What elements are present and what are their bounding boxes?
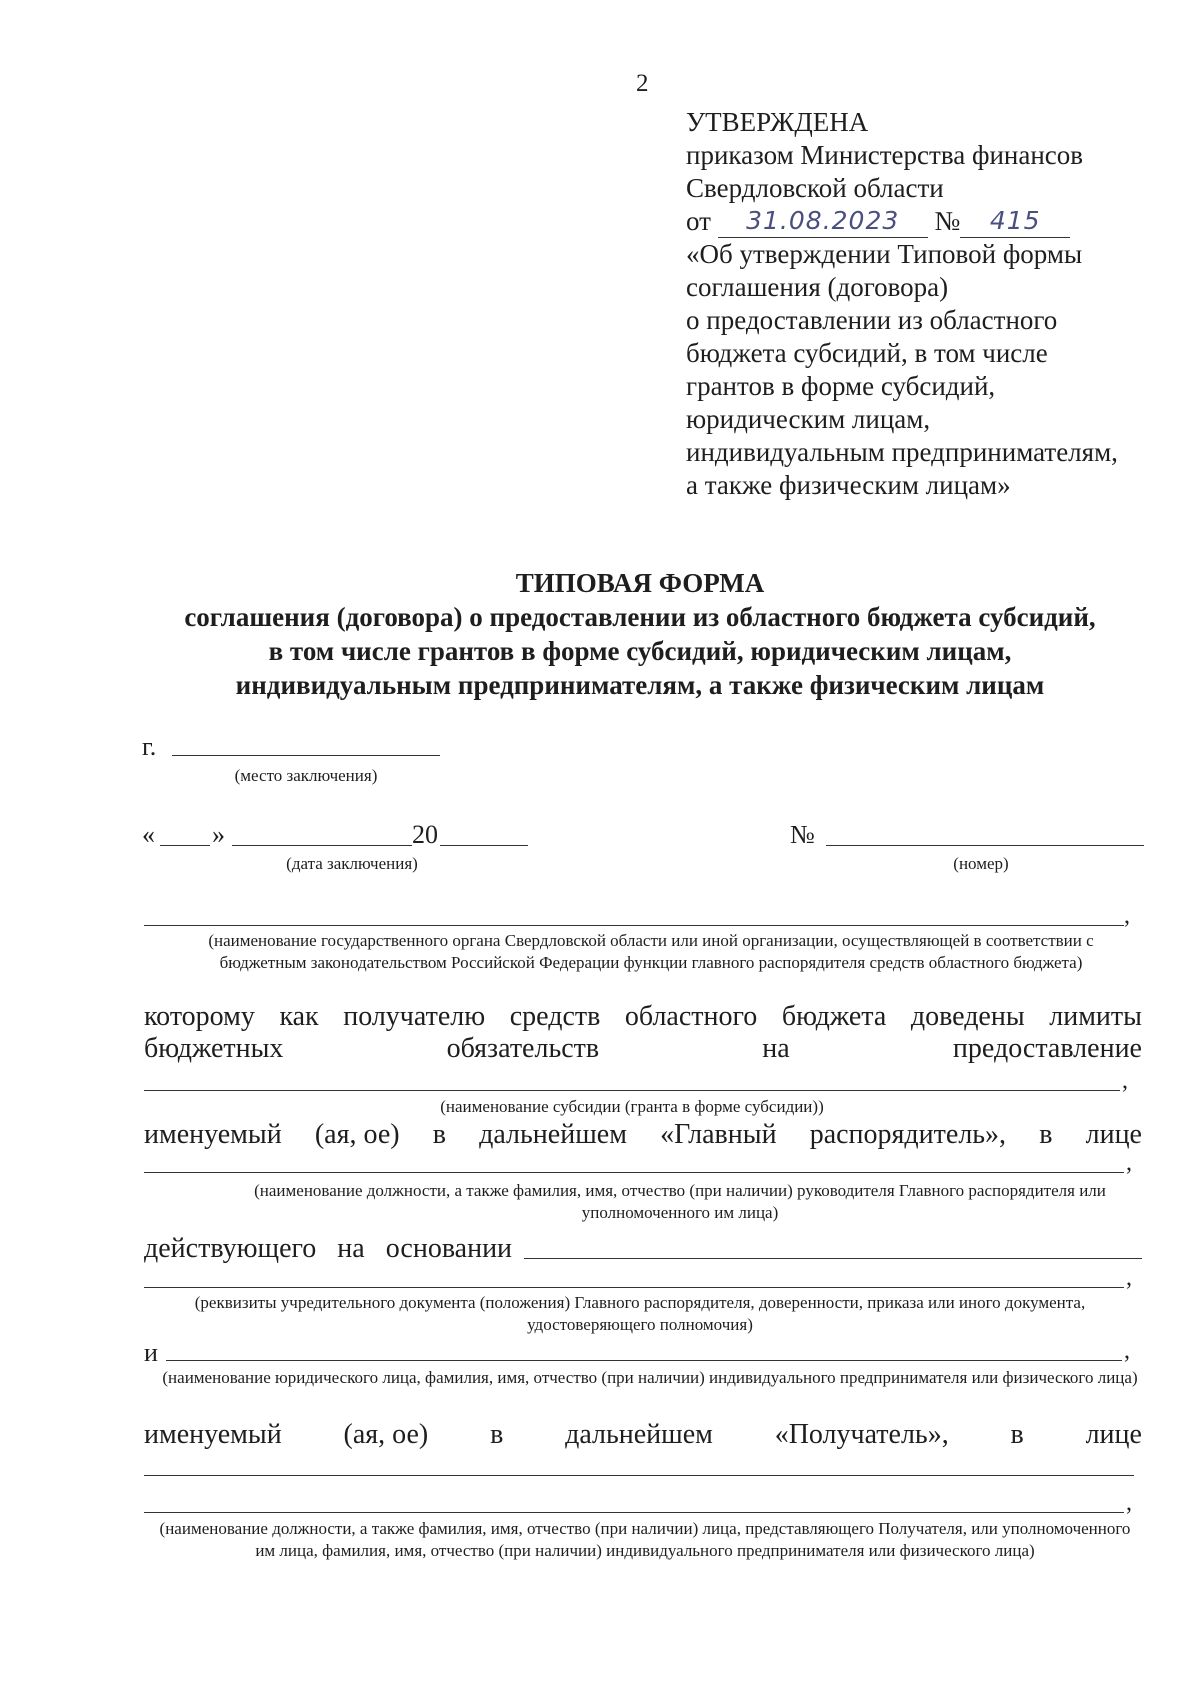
form-subtitle-line: в том числе грантов в форме субсидий, юридическим лицам, [268, 636, 1012, 666]
approval-subject: а также физическим лицам» [686, 470, 1011, 500]
word: в [1010, 1419, 1024, 1450]
limits-text-line [144, 1001, 1142, 1033]
approval-block [686, 106, 1118, 502]
number-field [960, 206, 1070, 238]
page-number: 2 [636, 70, 649, 97]
subsidy-caption: (наименование субсидии (гранта в форме субсидии)) [440, 1097, 824, 1116]
word: в [490, 1419, 504, 1450]
month-field[interactable] [232, 845, 412, 846]
word: обязательств [446, 1033, 600, 1064]
recipient-rep-caption: (наименование должности, а также фамилия, имя, отчество (при наличии) лица, представляющего Получателя, или уполномоченного им лица, фамилия, имя, отчество (при наличии) индивидуального предпринимателя или физического лица) [159, 1519, 1131, 1560]
word: на [337, 1233, 365, 1264]
day-field[interactable] [160, 845, 210, 846]
word: получателю [343, 1001, 486, 1032]
agreement-number-field[interactable] [826, 845, 1144, 846]
approval-date-line [686, 205, 1118, 238]
form-subtitle-line: индивидуальным предпринимателям, а также физическим лицам [235, 670, 1045, 700]
form-subtitle-line: соглашения (договора) о предоставлении из областного бюджета субсидий, [184, 602, 1096, 632]
word: действующего [144, 1233, 317, 1264]
number-caption: (номер) [953, 854, 1009, 873]
from-label: от [686, 206, 711, 236]
word: бюджета [781, 1001, 887, 1032]
date-field [718, 206, 928, 238]
year-prefix: 20 [412, 820, 438, 849]
docs-caption: (реквизиты учредительного документа (положения) Главного распорядителя, доверенности, приказа или иного документа, удостоверяющего полномочия) [194, 1293, 1086, 1334]
place-field[interactable] [172, 755, 440, 756]
recipient-caption: (наименование юридического лица, фамилия, имя, отчество (при наличии) индивидуального предпринимателя или физического лица) [162, 1368, 1138, 1387]
gov-org-caption: (наименование государственного органа Свердловской области или иной организации, осуществляющей в соответствии с бюджетным законодательством Российской Федерации функции главного распорядителя средств областного бюджета) [208, 931, 1094, 972]
head-caption: (наименование должности, а также фамилия, имя, отчество (при наличии) руководителя Главного распорядителя или уполномоченного им лица) [254, 1181, 1106, 1222]
word: «Получатель», [774, 1419, 949, 1450]
place-caption: (место заключения) [234, 766, 378, 785]
number-label: № [934, 206, 961, 236]
number-sign: № [790, 820, 815, 849]
recipient-rep-field-2[interactable] [144, 1512, 1124, 1513]
word: именуемый [144, 1419, 282, 1450]
word: именуемый [144, 1119, 282, 1150]
limits-text-line [144, 1033, 1142, 1065]
word: на [762, 1033, 790, 1064]
approval-title: УТВЕРЖДЕНА [686, 107, 869, 137]
head-field[interactable] [144, 1172, 1124, 1173]
recipient-rep-field[interactable] [144, 1475, 1134, 1476]
approval-line: Свердловской области [686, 173, 944, 203]
handwritten-number: 415 [989, 206, 1041, 235]
approval-subject: соглашения (договора) [686, 272, 949, 302]
and-label: и [144, 1338, 158, 1367]
comma: , [1124, 1338, 1130, 1364]
open-quote: « [142, 820, 155, 849]
word: лице [1085, 1419, 1142, 1450]
word: основании [385, 1233, 513, 1264]
word: бюджетных [144, 1033, 284, 1064]
word: дальнейшем [479, 1119, 627, 1150]
main-distributor-text [144, 1119, 1142, 1151]
approval-subject: грантов в форме субсидий, [686, 371, 996, 401]
word: предоставление [952, 1033, 1142, 1064]
approval-subject: юридическим лицам, [686, 404, 931, 434]
year-field[interactable] [440, 845, 528, 846]
form-title: ТИПОВАЯ ФОРМА [515, 568, 765, 598]
handwritten-date: 31.08.2023 [746, 206, 900, 235]
word: распорядитель», [809, 1119, 1007, 1150]
word: лимиты [1049, 1001, 1142, 1032]
approval-subject: индивидуальным предпринимателям, [686, 437, 1118, 467]
subsidy-field[interactable] [144, 1090, 1120, 1091]
comma: , [1126, 1150, 1132, 1176]
approval-line: приказом Министерства финансов [686, 140, 1084, 170]
word: лице [1085, 1119, 1142, 1150]
docs-field[interactable] [144, 1287, 1124, 1288]
word: которому [144, 1001, 255, 1032]
comma: , [1126, 1265, 1132, 1291]
basis-field[interactable] [524, 1258, 1142, 1259]
recipient-field[interactable] [166, 1360, 1122, 1361]
word: «Главный [660, 1119, 777, 1150]
date-caption: (дата заключения) [286, 854, 418, 873]
word: в [1039, 1119, 1053, 1150]
word: (ая, ое) [314, 1119, 400, 1150]
approval-subject: «Об утверждении Типовой формы [686, 239, 1083, 269]
word: (ая, ое) [343, 1419, 429, 1450]
word: доведены [910, 1001, 1025, 1032]
close-quote: » [212, 820, 225, 849]
comma: , [1124, 903, 1130, 929]
approval-subject: о предоставлении из областного [686, 305, 1058, 335]
recipient-text [144, 1419, 1142, 1451]
comma: , [1126, 1490, 1132, 1516]
word: в [432, 1119, 446, 1150]
gov-org-field[interactable] [144, 925, 1124, 926]
word: как [279, 1001, 319, 1032]
word: областного [624, 1001, 758, 1032]
acting-text [144, 1233, 512, 1265]
city-prefix: г. [142, 732, 157, 761]
approval-subject: бюджета субсидий, в том числе [686, 338, 1048, 368]
word: средств [509, 1001, 601, 1032]
comma: , [1122, 1068, 1128, 1094]
word: дальнейшем [565, 1419, 713, 1450]
